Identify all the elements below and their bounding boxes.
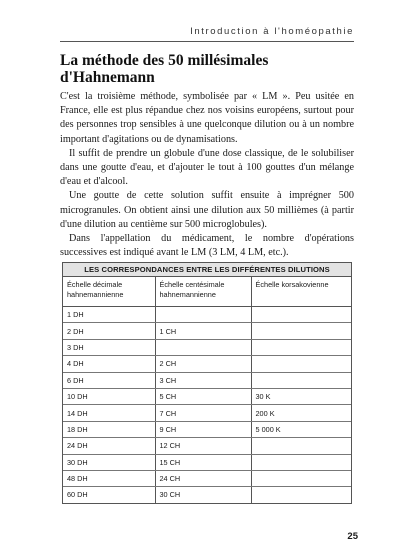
page-title: La méthode des 50 millésimales d'Hahnemann [60, 52, 269, 86]
cell-decimal: 6 DH [63, 372, 155, 388]
table-row [63, 356, 351, 372]
table-row [63, 372, 351, 388]
running-head: Introduction à l'homéopathie [190, 26, 354, 37]
page-number: 25 [347, 531, 358, 542]
cell-decimal: 10 DH [63, 388, 155, 404]
cell-korsakovian [251, 372, 351, 388]
cell-korsakovian [251, 356, 351, 372]
cell-decimal: 14 DH [63, 405, 155, 421]
cell-centesimal: 9 CH [155, 421, 251, 437]
cell-decimal: 18 DH [63, 421, 155, 437]
cell-centesimal [155, 307, 251, 323]
cell-decimal: 4 DH [63, 356, 155, 372]
cell-decimal: 48 DH [63, 470, 155, 486]
table-row [63, 421, 351, 437]
table-row [63, 388, 351, 404]
table-row [63, 438, 351, 454]
cell-decimal: 2 DH [63, 323, 155, 339]
cell-centesimal: 24 CH [155, 470, 251, 486]
table-row [63, 405, 351, 421]
table-row [63, 323, 351, 339]
body-text [60, 90, 354, 260]
cell-centesimal [155, 339, 251, 355]
cell-korsakovian [251, 307, 351, 323]
cell-decimal: 30 DH [63, 454, 155, 470]
header-korsakovian-scale: Échelle korsakovienne [251, 277, 351, 307]
paragraph-1: C'est la troisième méthode, symbolisée par « LM ». Peu usitée en France, elle est plus répandue chez nos voisins européens, surtout pour des personnes trop sensibles à une quelconque dilution ou à un nombre important d'agitations ou de dynamisations. [60, 91, 354, 145]
dilution-grid [63, 277, 351, 503]
table-row [63, 470, 351, 486]
cell-korsakovian: 30 K [251, 388, 351, 404]
cell-korsakovian [251, 438, 351, 454]
cell-korsakovian [251, 454, 351, 470]
cell-korsakovian [251, 470, 351, 486]
cell-korsakovian: 5 000 K [251, 421, 351, 437]
table-row [63, 339, 351, 355]
cell-centesimal: 5 CH [155, 388, 251, 404]
cell-decimal: 3 DH [63, 339, 155, 355]
cell-korsakovian [251, 487, 351, 503]
paragraph-3: Une goutte de cette solution suffit ensuite à imprégner 500 microgranules. On obtient ainsi une dilution aux 50 millièmes (à partir d'une dilution au centième sur 500 microglobules). [60, 190, 354, 230]
dilution-table [62, 262, 352, 504]
cell-centesimal: 30 CH [155, 487, 251, 503]
table-header-row [63, 277, 351, 307]
paragraph-2: Il suffit de prendre un globule d'une dose classique, de le solubiliser dans une goutte d'eau, et d'ajouter le tout à 100 gouttes d'un mélange d'eau et d'alcool. [60, 147, 354, 188]
table-row [63, 307, 351, 323]
table-caption: LES CORRESPONDANCES ENTRE LES DIFFÉRENTES DILUTIONS [63, 263, 351, 277]
cell-decimal: 60 DH [63, 487, 155, 503]
cell-decimal: 24 DH [63, 438, 155, 454]
cell-centesimal: 2 CH [155, 356, 251, 372]
cell-korsakovian: 200 K [251, 405, 351, 421]
cell-centesimal: 3 CH [155, 372, 251, 388]
header-decimal-scale: Échelle décimale hahnemannienne [63, 277, 155, 307]
cell-centesimal: 12 CH [155, 438, 251, 454]
table-row [63, 487, 351, 503]
table-row [63, 454, 351, 470]
paragraph-4: Dans l'appellation du médicament, le nombre d'opérations successives est indiqué avant le LM (3 LM, 4 LM, etc.). [60, 233, 354, 259]
cell-centesimal: 1 CH [155, 323, 251, 339]
header-centesimal-scale: Échelle centésimale hahnemannienne [155, 277, 251, 307]
cell-korsakovian [251, 323, 351, 339]
cell-korsakovian [251, 339, 351, 355]
cell-decimal: 1 DH [63, 307, 155, 323]
cell-centesimal: 15 CH [155, 454, 251, 470]
cell-centesimal: 7 CH [155, 405, 251, 421]
header-rule [60, 41, 354, 42]
table-body [63, 307, 351, 503]
